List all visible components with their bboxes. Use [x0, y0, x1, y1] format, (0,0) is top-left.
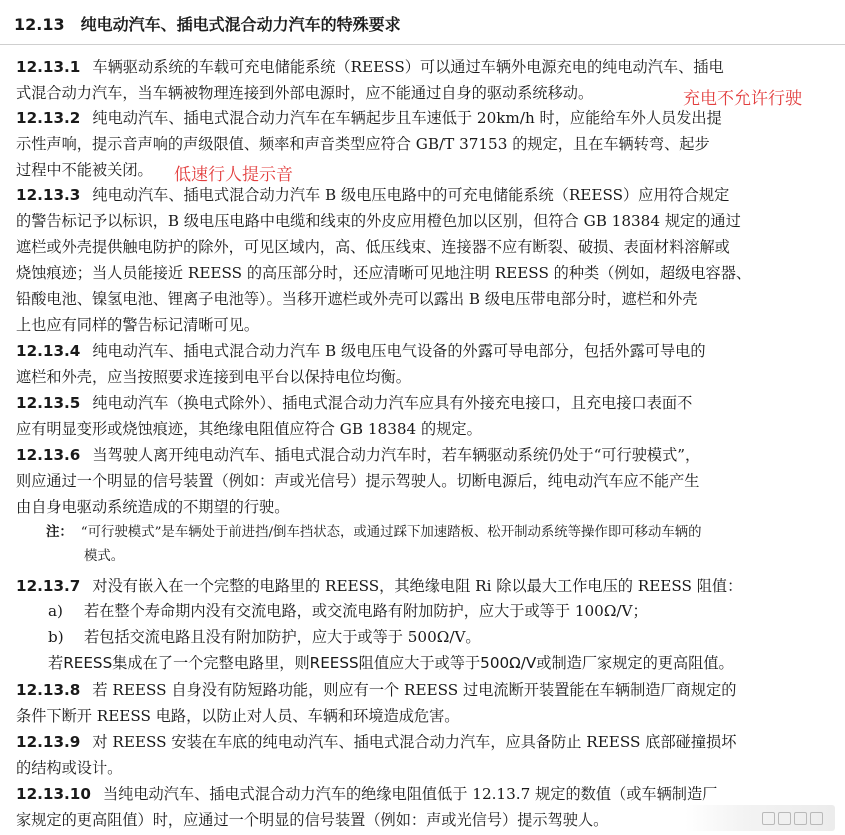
note-label: 注：: [46, 525, 73, 540]
clause-number: 12.13.3: [16, 186, 81, 204]
clause-text: 的警告标记予以标识，B 级电压电路中电缆和线束的外皮应用橙色加以区别，但符合 GB 18384 规定的通过: [16, 212, 741, 230]
clause-12-13-3: [16, 182, 816, 338]
clause-12-13-9: [16, 729, 816, 781]
note-text: 模式。: [84, 549, 125, 564]
list-marker: b): [48, 628, 64, 646]
clause-text: 示性声响，提示音声响的声级限值、频率和声音类型应符合 GB/T 37153 的规定，且在车辆转弯、起步: [16, 135, 710, 153]
clause-text: 车辆驱动系统的车载可充电储能系统（REESS）可以通过车辆外电源充电的纯电动汽车、插电: [92, 58, 724, 76]
clause-12-13-8: [16, 677, 816, 729]
clause-text: 纯电动汽车、插电式混合动力汽车在车辆起步且车速低于 20km/h 时，应能给车外人员发出提: [92, 109, 722, 127]
clause-text: 家规定的更高阻值）时，应通过一个明显的信号装置（例如：声或光信号）提示驾驶人。: [16, 811, 609, 829]
clause-12-13-6: [16, 442, 816, 520]
watermark-overlay: [685, 805, 835, 831]
list-text: 若在整个寿命期内没有交流电路，或交流电路有附加防护，应大于或等于 100Ω/V；: [84, 602, 648, 620]
clause-number: 12.13.8: [16, 681, 81, 699]
note-block: [46, 521, 702, 569]
clause-number: 12.13.7: [16, 577, 81, 595]
clause-12-13-2: [16, 105, 816, 183]
clause-text: 对 REESS 安装在车底的纯电动汽车、插电式混合动力汽车，应具备防止 REESS 底部碰撞损坏: [92, 733, 737, 751]
clause-number: 12.13.5: [16, 394, 81, 412]
clause-number: 12.13.6: [16, 446, 81, 464]
clause-text: 式混合动力汽车，当车辆被物理连接到外部电源时，应不能通过自身的驱动系统移动。: [16, 84, 594, 102]
clause-text: 当驾驶人离开纯电动汽车、插电式混合动力汽车时，若车辆驱动系统仍处于“可行驶模式”，: [92, 446, 701, 464]
clause-text: 若 REESS 自身没有防短路功能，则应有一个 REESS 过电流断开装置能在车辆制造厂商规定的: [92, 681, 737, 699]
clause-text: 条件下断开 REESS 电路，以防止对人员、车辆和环境造成危害。: [16, 707, 460, 725]
note-text: “可行驶模式”是车辆处于前进挡/倒车挡状态，或通过踩下加速踏板、松开制动系统等操作即可移动车辆的: [80, 525, 702, 540]
list-text: 若包括交流电路且没有附加防护，应大于或等于 500Ω/V。: [84, 628, 481, 646]
clause-text: 当纯电动汽车、插电式混合动力汽车的绝缘电阻值低于 12.13.7 规定的数值（或车辆制造厂: [102, 785, 718, 803]
clause-number: 12.13.2: [16, 109, 81, 127]
clause-number: 12.13.1: [16, 58, 81, 76]
list-marker: a): [48, 602, 63, 620]
section-heading: 12.13 纯电动汽车、插电式混合动力汽车的特殊要求: [14, 15, 401, 34]
list-item-a: [48, 598, 648, 624]
clause-number: 12.13.4: [16, 342, 81, 360]
clause-number: 12.13.10: [16, 785, 91, 803]
clause-text: 对没有嵌入在一个完整的电路里的 REESS，其绝缘电阻 Ri 除以最大工作电压的 REESS 阻值：: [92, 577, 743, 595]
clause-text: 纯电动汽车（换电式除外）、插电式混合动力汽车应具有外接充电接口，且充电接口表面不: [92, 394, 693, 412]
clause-text: 上也应有同样的警告标记清晰可见。: [16, 316, 259, 334]
clause-number: 12.13.9: [16, 733, 81, 751]
clause-12-13-5: [16, 390, 816, 442]
clause-text: 遮栏或外壳提供触电防护的除外，可见区域内，高、低压线束、连接器不应有断裂、破损、表面材料溶解或: [16, 238, 730, 256]
clause-12-13-7-extra: 若REESS集成在了一个完整电路里，则REESS阻值应大于或等于500Ω/V或制造厂家规定的更高阻值。: [48, 654, 734, 672]
clause-text: 由自身电驱动系统造成的不期望的行驶。: [16, 498, 290, 516]
clause-text: 应有明显变形或烧蚀痕迹，其绝缘电阻值应符合 GB 18384 的规定。: [16, 420, 482, 438]
clause-text: 遮栏和外壳，应当按照要求连接到电平台以保持电位均衡。: [16, 368, 411, 386]
clause-12-13-7: [16, 573, 816, 599]
list-item-b: [48, 624, 481, 650]
heading-divider: [0, 44, 845, 45]
clause-text: 烧蚀痕迹；当人员能接近 REESS 的高压部分时，还应清晰可见地注明 REESS 的种类（例如，超级电容器、: [16, 264, 752, 282]
clause-text: 纯电动汽车、插电式混合动力汽车 B 级电压电路中的可充电储能系统（REESS）应用符合规定: [92, 186, 730, 204]
clause-text: 则应通过一个明显的信号装置（例如：声或光信号）提示驾驶人。切断电源后，纯电动汽车应不能产生: [16, 472, 700, 490]
annotation-low-speed-alert: 低速行人提示音: [174, 165, 293, 185]
clause-12-13-4: [16, 338, 816, 390]
clause-text: 纯电动汽车、插电式混合动力汽车 B 级电压电气设备的外露可导电部分，包括外露可导电的: [92, 342, 706, 360]
annotation-charge-no-drive: 充电不允许行驶: [683, 89, 802, 109]
clause-text: 铅酸电池、镍氢电池、锂离子电池等）。当移开遮栏或外壳可以露出 B 级电压带电部分时，遮栏和外壳: [16, 290, 698, 308]
clause-text: 过程中不能被关闭。: [16, 161, 153, 179]
clause-text: 的结构或设计。: [16, 759, 123, 777]
